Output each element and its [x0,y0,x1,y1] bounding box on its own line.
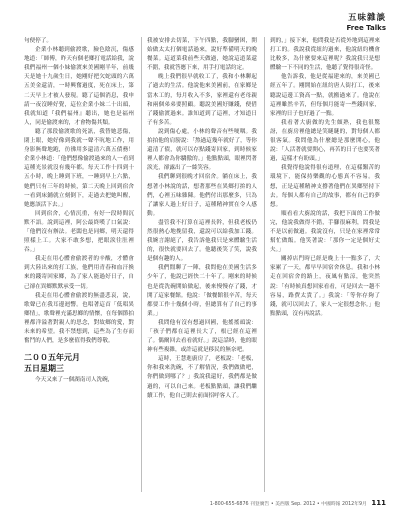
diary-date-day: 五日星期三 [24,364,64,374]
paragraph: 我看著大廚做的先生頗熟，我也很驚訝，在廚房裡他總是笑瞇瞇的，對每個人都很客氣。我問他為什麼總是那麼開心，他說：「人活著就要開心，再苦的日子也要笑著過，這樣才有盼頭。」 [270,119,380,163]
section-title-zh: 五味雜談 [347,13,386,23]
paragraph: 我問他有沒有想過回國，他搖搖頭說：「孩子們都在這裡長大了，根已經在這裡了。偶爾回去看看就好。」說這話時，他的眼神有些複雜，或許這就是移民的無奈吧。 [147,319,257,354]
paragraph: 我覺得他說得很有道理，在這樣艱苦的環境下，能保持樂觀的心態真不容易。我想，正是這種精神支撐著他們在異鄉堅持下去。每個人都有自己的故事，都有自己的夢想。 [270,165,380,208]
diary-date-heading [24,352,134,374]
paragraph: 今天又來了一個湖南司人洗碗， [35,377,114,384]
section-header [346,11,386,32]
paragraph: 我被安排去切菜，下午四點，我腳蠻困，開始做太太打個電話過來，說好準備明天的晚餐菜。這道菜我前些天做過，她說這道菜還不錯，我就答應下來，用手打電話約定。 [147,38,257,72]
paragraph: 這時，王慧進廚房了，老板說：「老板，你和我來洗碗，不了解情況，我們做做吧，你們做到哪了？」我說我還好，我們都是做過的，可以自己來。老板點點頭，讓我們繼續工作，他自己則去前面招呼客人了。 [147,356,257,399]
paragraph: 他告訴我，他是從福建來的，來美國已經五年了。剛開始在紐約唐人街打工，後來聽說這邊工資高一點，就搬過來了。他說在這裡雖然辛苦，但每個月能寄一些錢回家，家裡的日子也好過了一點。 [270,74,380,117]
paragraph: 順看看大廚說的話，我把下面的工作做完，他說我做得不錯，手腳很麻利，問我是不是以前做過。我說沒有，只是在家裡常常幫忙做飯。他笑著說：「那你一定是個好丈夫。」 [270,210,380,254]
article-column-2 [147,37,257,401]
footer-info: 1-800-655-6876 刊登廣告 • 美西版 Sep. 2012 • 中國時報 2012年9月 [209,502,367,507]
diary-date-year: 二００五年元月 [24,353,80,363]
paragraph: 晚上我們很早就收工了，我和小林聊起了過去的生活。他說他來美國前，在家鄉是當木工的，每月收入不多，家裡還有老母親和兩個弟弟要照顧。聽說美國好賺錢，便借了錢偷渡過來。誰知道到了這裡，才知道日子有多苦。 [147,74,257,126]
paragraph: 句便停了。 [24,38,52,44]
paragraph: 企業小林聽到偷渡歌，臉色陰沉，傷感地道：「師傅，昨天有個老鄉打電話給我，說我們福州一個小妹偷渡來美國剛半年，前幾天是她十九歲生日，她剛好把欠蛇頭的六萬五美金還清，一時興奮過度，死在床上，第二天早上才被人發現。聽了這個消息，我申請一夜沒睡好覺，這位企業小妹二十出頭，我就知道『我們福州』聽出，她也是福州人，同是偷渡來的，才會物傷其類。 [24,47,134,126]
paragraph: 我走在用心體會偷渡者的辛酸，才體會到大陸出來的打工族，他們用青春和血汗換來的錢寄回家鄉，為了家人能過好日子，自己卻在異鄉默默承受一切。 [24,256,134,290]
column-divider [141,37,142,492]
paragraph: 說到傷心處，小林的聲音有些哽咽。我拍拍他的肩膀說：「熬過這幾年就好了，等你還清了債，就可以存點錢寄回家，到時候家裡人都會為你驕傲的。」他點點頭，眼裡閃著淚光，卻露出了一絲笑容。 [147,128,257,172]
paragraph: 我們聊到很晚才回宿舍。躺在床上，我想著小林說的話，想著那些在異鄉打拚的人們，心裡五味雜陳。他們付出那麼多，只為了讓家人過上好日子，這種精神實在令人感動。 [147,174,257,217]
paragraph: 盡管我不打算在這裡長幹，但我老板仍然很熱心地挽留我，還說可以給我加工錢。我婉言謝絕了，我告訴他我只是來體驗生活的，很快就要回去了。他聽後笑了笑，說我是個有趣的人。 [147,219,257,263]
paragraph: 關掉店門時已經是晚上十一點多了，大家累了一天，都早早回宿舍休息。我和小林走在回宿舍的路上，夜風有點涼，他突然說：「有時候真想回家看看，可是回去一趟不容易，路費太貴了。」我說：「等你存夠了錢，就可以回去了，家人一定很想念你。」他點點頭，沒有再說話。 [270,256,380,317]
paragraph: 回到宿舍，心情沉重，有好一段時間沉默不語。說到這裡，阿公最終嘆了口氣說：「他們沒有辦法。老闆也是同鄉，明天還得照樣上工。大家不敢多想，把眼淚往肚裡吞。」 [24,210,134,254]
paragraph: 我走在用心體會偷渡的無盡悲哀，說，歌聲已在我耳邊迴響。也唱著這首「低唱異鄉情」，歌聲裡充滿思鄉的情懷，在每個節拍裡都洋溢著對親人的思念，對故鄉的愛，對未來的希望。我不禁想到，這些為了生存而奮鬥的人們，是多麼值得我們尊敬。 [24,292,134,345]
paragraph: 到的，」接下來，他問我是否從外地到這裡來打工的。我說我從紐約過來，他說紐約機會比較多，為什麼要來這裡呢？我說我只是想體驗一下不同的生活，他聽了覺得很奇怪。 [270,38,380,72]
section-title-en: Free Talks [346,24,386,32]
page-number: 111 [371,499,386,507]
paragraph: 聽了那段偷渡歌的死訊，我替她悲傷，閉上眼，她好像到我就一聲不吭地工作，用身影無聲地跑，彷彿用多還清六萬五債務！企業小林道：「他們想像偷渡過來的人一看到這種光景就沒有幾年都。每天工作十四到十五小時，晚上睡到下班，一睡到早上六點，她們只有三年的時候，第二天晚上回到宿舍一看到床鋪就立刻倒下，走過去把她叫醒，她應該活下去。」 [24,128,134,208]
paragraph: 我們閒聊了一陣，我問他在美國生活多少年了，他說已經快二十年了。剛來的時候也是從洗碗開始做起，後來慢慢存了錢，才開了這家餐館。他說：「做餐館很辛苦，每天都要工作十幾個小時，但總算有了自己的事業。」 [147,265,257,317]
page-footer [160,499,386,507]
column-divider [264,37,265,492]
article-column-3 [270,37,380,319]
article-column-1 [24,37,134,385]
